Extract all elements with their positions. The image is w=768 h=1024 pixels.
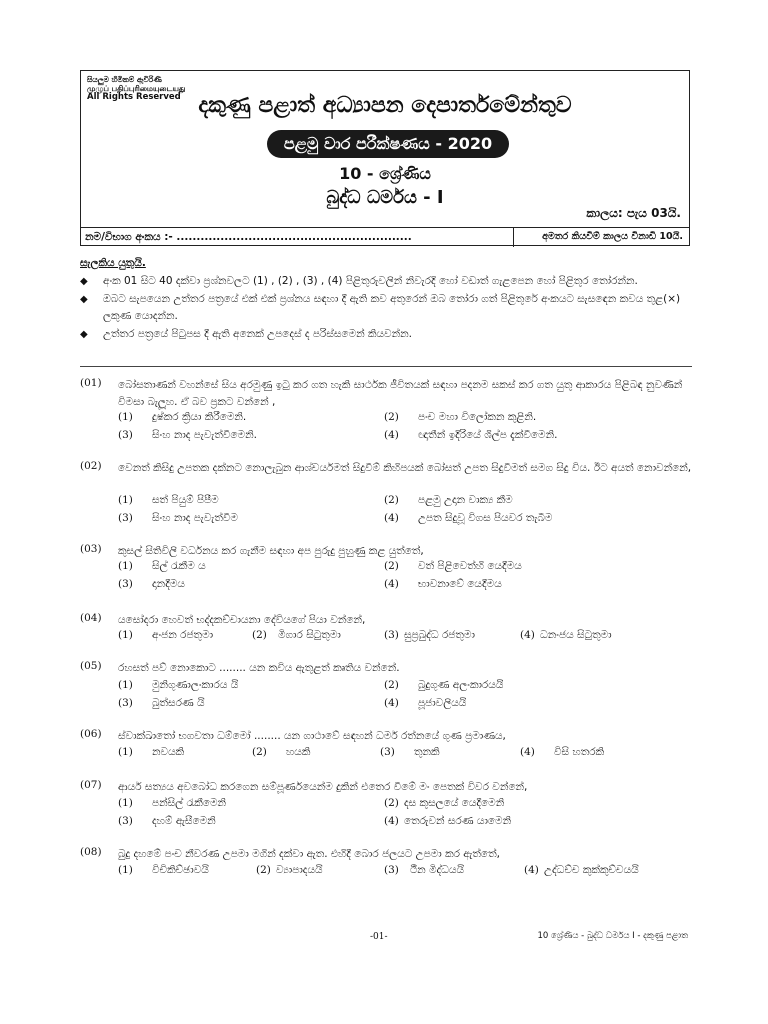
option-number: (4): [384, 697, 399, 709]
question-number: (08): [80, 846, 102, 858]
option-number: (1): [118, 494, 133, 506]
option-number: (3): [384, 864, 399, 876]
option-text: උද්ධච්ච කුක්කුච්චයයි: [544, 864, 639, 876]
bullet-icon: ◆: [80, 276, 88, 287]
option-text: දානදීමය: [152, 578, 185, 590]
option-text: උපත සිදුවූ විගස පියවර තැබීම: [418, 512, 553, 524]
option-number: (2): [384, 679, 399, 691]
footer-text: 10 ශ්‍රේණිය - බුද්ධ ධර්මය I - දකුණු පළාත: [537, 931, 688, 941]
option-text: සිංහ නාද පැවැත්වීමෙනි.: [152, 429, 257, 441]
instruction-item: [80, 326, 692, 343]
option-text: තෙරුවන් සරණ යාමෙනි: [404, 815, 512, 827]
option-text: පූජාවලියයි: [418, 697, 467, 709]
question-4: [80, 612, 692, 629]
question-option: [384, 797, 504, 810]
option-text: බුත්සරණ යි: [152, 697, 205, 709]
option-number: (3): [118, 578, 133, 590]
option-text: නවයකි: [152, 746, 185, 758]
option-number: (4): [524, 864, 539, 876]
option-text: හයකි: [286, 746, 311, 758]
question-option: [118, 512, 238, 525]
instruction-item: [80, 291, 692, 325]
question-option: [384, 815, 511, 828]
option-text: සිංහ නාද පැවැත්වීම: [152, 512, 238, 524]
question-option: [118, 494, 219, 507]
option-number: (4): [520, 629, 535, 641]
option-text: දුෂ්කර ක්‍රියා කිරීමෙනි.: [152, 411, 247, 423]
question-option: [118, 679, 238, 692]
question-stem: යසෝදරා හෙවත් භද්දකච්චායනා දේවියගේ පියා වන්නේ,: [118, 614, 366, 626]
question-option: [384, 429, 557, 442]
subject-title: බුද්ධ ධර්මය - I: [326, 187, 444, 208]
question-3: [80, 543, 692, 560]
question-option: [118, 578, 185, 591]
question-option: [384, 578, 502, 591]
option-text: ඥාතීන් ඉදිරියේ ශිල්ප දැක්වීමෙනි.: [418, 429, 558, 441]
question-2: [80, 460, 692, 477]
option-number: (1): [118, 746, 133, 758]
question-option: [384, 494, 513, 507]
option-number: (1): [118, 864, 133, 876]
department-title: දකුණු පළාත් අධ්‍යාපන දෙපාර්තමේන්තුව: [198, 93, 572, 118]
option-text: ධනංජය සිටුතුමා: [540, 629, 612, 641]
question-number: (04): [80, 612, 102, 624]
question-option: [252, 746, 310, 759]
bullet-icon: ◆: [80, 329, 88, 340]
name-index-field: නම/විභාග අංකය :- ...........................................................: [85, 231, 412, 243]
option-number: (3): [118, 815, 133, 827]
option-number: (3): [380, 746, 395, 758]
option-number: (1): [118, 560, 133, 572]
option-number: (2): [384, 494, 399, 506]
instructions-list: [80, 273, 692, 343]
question-stem: වෙනත් කිසිදු උපතක දක්නට නොලැබුන ආශ්චර්යමත් සිදුවීම් කිහිපයක් බෝසත් උපත සිදුවීමත් සමග සිදු විය. ඊට අයත් නොවන්නේ,: [118, 462, 692, 474]
question-option: [118, 697, 205, 710]
option-number: (1): [118, 679, 133, 691]
copyright-tamil: முழுப் பதிப்புரிமையுடையது: [87, 84, 186, 93]
question-number: (05): [80, 660, 102, 672]
exam-title-badge: පළමු වාර පරීක්ෂණය - 2020: [267, 130, 509, 158]
question-option: [384, 512, 552, 525]
option-text: වත් පිළිවෙත්හි යෙදීමය: [418, 560, 522, 572]
instruction-text: උත්තර පත්‍රයේ පිටුපස දී ඇති අනෙක් උපදෙස් ද පරිස්සමෙන් කියවන්න.: [103, 328, 413, 340]
question-option: [520, 629, 612, 642]
extra-reading-time: අමතර කියවීම් කාලය විනාඩි 10යි.: [542, 231, 683, 242]
option-number: (2): [384, 560, 399, 572]
question-option: [524, 864, 639, 877]
option-number: (3): [384, 629, 399, 641]
question-option: [118, 560, 206, 573]
option-text: සත් පියුම් පිපීම: [152, 494, 219, 506]
question-option: [384, 697, 466, 710]
option-text: සිල් රැකීම ය: [152, 560, 206, 572]
grade-label: 10 - ශ්‍රේණිය: [339, 164, 431, 183]
instructions: [80, 255, 692, 344]
option-number: (1): [118, 411, 133, 423]
question-stem: රහසත් පව් නොකොට ........ යන කවිය ඇතුළත් කෘතිය වන්නේ.: [118, 662, 400, 674]
option-text: පළමු උදාන වාක්‍ය කීම: [418, 494, 513, 506]
question-option: [118, 746, 184, 759]
question-number: (07): [80, 779, 102, 791]
question-7: [80, 779, 692, 796]
exam-header: [80, 70, 690, 246]
question-stem: කුසල් සිතිවිලි වර්ධනය කර ගැනීම සඳහා අප පුරුදු පුහුණු කළ යුත්තේ,: [118, 545, 424, 557]
option-number: (1): [118, 629, 133, 641]
question-number: (02): [80, 460, 102, 472]
option-number: (4): [520, 746, 535, 758]
question-8: [80, 846, 692, 863]
question-option: [252, 629, 341, 642]
question-stem: ස්වාක්ඛාතෝ භගවතා ධම්මෝ ........ යන ගාථාවේ සඳහන් ධර්ම රත්නයේ ගුණ ප්‍රමාණය,: [118, 730, 506, 742]
question-5: [80, 660, 692, 677]
option-number: (4): [384, 815, 399, 827]
question-option: [118, 629, 213, 642]
option-text: දහම් ඇසීමෙනි: [152, 815, 216, 827]
option-text: බුදුගුණ අලංකාරයයි: [418, 679, 504, 691]
option-number: (2): [384, 797, 399, 809]
instruction-item: [80, 273, 692, 290]
option-text: විසි හතරකි: [554, 746, 605, 758]
option-number: (2): [384, 411, 399, 423]
option-number: (3): [118, 512, 133, 524]
option-number: (4): [384, 512, 399, 524]
option-number: (2): [252, 746, 267, 758]
question-option: [384, 629, 475, 642]
instruction-text: අංක 01 සිට 40 දක්වා ප්‍රශ්නවලට (1) , (2) , (3) , (4) පිළිතුරුවලින් නිවැරදි හෝ වඩාත් ගැළපෙන හෝ පිළිතුර තෝරන්න.: [103, 275, 638, 287]
option-text: ථීන මිද්ධයයි: [410, 864, 465, 876]
option-number: (3): [118, 697, 133, 709]
option-text: විචිකිච්ඡාවයි: [152, 864, 209, 876]
name-row: [81, 227, 689, 247]
option-text: සුප්‍රබුද්ධ රජතුමා: [404, 629, 475, 641]
copyright-english: All Rights Reserved: [87, 92, 181, 102]
option-text: පංච මහා විලෝකන කුළිනි.: [418, 411, 537, 423]
question-1: [80, 377, 692, 411]
question-option: [118, 797, 226, 810]
question-option: [118, 429, 257, 442]
option-text: දස කුසලයේ යෙදීමෙනි: [404, 797, 505, 809]
question-option: [384, 411, 536, 424]
option-text: ව්‍යාපාදයයි: [276, 864, 323, 876]
question-option: [380, 746, 440, 759]
question-option: [118, 411, 246, 424]
copyright-sinhala: සියලුම හිමිකම් ඇවිරිණි: [87, 75, 162, 84]
instruction-text: ඔබට සැපයෙන උත්තර පත්‍රයේ එක් එක් ප්‍රශ්නය සඳහා දී ඇති කව අතුරෙන් ඔබ තෝරා ගත් පිළිතුරේ අංකයට සැසඳෙන කවය තුළ(×) ලකුණ යොදන්න.: [103, 293, 681, 322]
question-option: [384, 679, 503, 692]
question-option: [118, 815, 216, 828]
option-number: (3): [118, 429, 133, 441]
question-option: [520, 746, 604, 759]
section-divider: [80, 366, 692, 367]
page-number: -01-: [370, 932, 388, 942]
option-text: මුනිගුණාලංකාරය යි: [152, 679, 239, 691]
option-text: පන්සිල් රැකීමෙනි: [152, 797, 227, 809]
option-number: (2): [256, 864, 271, 876]
question-stem: බුදු දහමේ පංච නීවරණ උපමා මගින් දක්වා ඇත. එහිදී බොර ජලයට උපමා කර ඇත්තේ,: [118, 848, 500, 860]
bullet-icon: ◆: [80, 294, 88, 305]
question-6: [80, 728, 692, 745]
option-text: තුනකි: [414, 746, 440, 758]
time-allowed: කාලය: පැය 03යි.: [586, 206, 681, 220]
question-number: (03): [80, 543, 102, 555]
question-option: [118, 864, 209, 877]
option-text: මිගාර සිටුතුමා: [278, 629, 341, 641]
question-number: (01): [80, 377, 102, 389]
question-stem: බෝසතාණන් වහන්සේ සිය අරමුණු ඉටු කර ගත හැකි සාර්ථක ජීවිතයක් සඳහා පදනම සකස් කර ගත යුතු ආකාරය පිළිබඳ නුවණින් විමසා බැලූහ. ඒ බව ප්‍රකට වන්නේ ,: [118, 379, 683, 408]
option-number: (4): [384, 429, 399, 441]
question-option: [256, 864, 323, 877]
option-text: අංජන රජතුමා: [152, 629, 214, 641]
question-stem: ආර්ය සත්‍යය අවබෝධ කරගෙන සම්පූර්ණයෙන්ම දුකින් එතෙර වීමේ මං පෙතක් විවර වන්නේ,: [118, 781, 528, 793]
question-option: [384, 560, 522, 573]
option-number: (2): [252, 629, 267, 641]
option-number: (4): [384, 578, 399, 590]
instructions-title: සැලකිය යුතුයි.: [80, 257, 146, 269]
name-row-divider: [513, 228, 514, 247]
option-number: (1): [118, 797, 133, 809]
option-text: භාවනාවේ යෙදීමය: [418, 578, 502, 590]
question-number: (06): [80, 728, 102, 740]
question-option: [384, 864, 464, 877]
